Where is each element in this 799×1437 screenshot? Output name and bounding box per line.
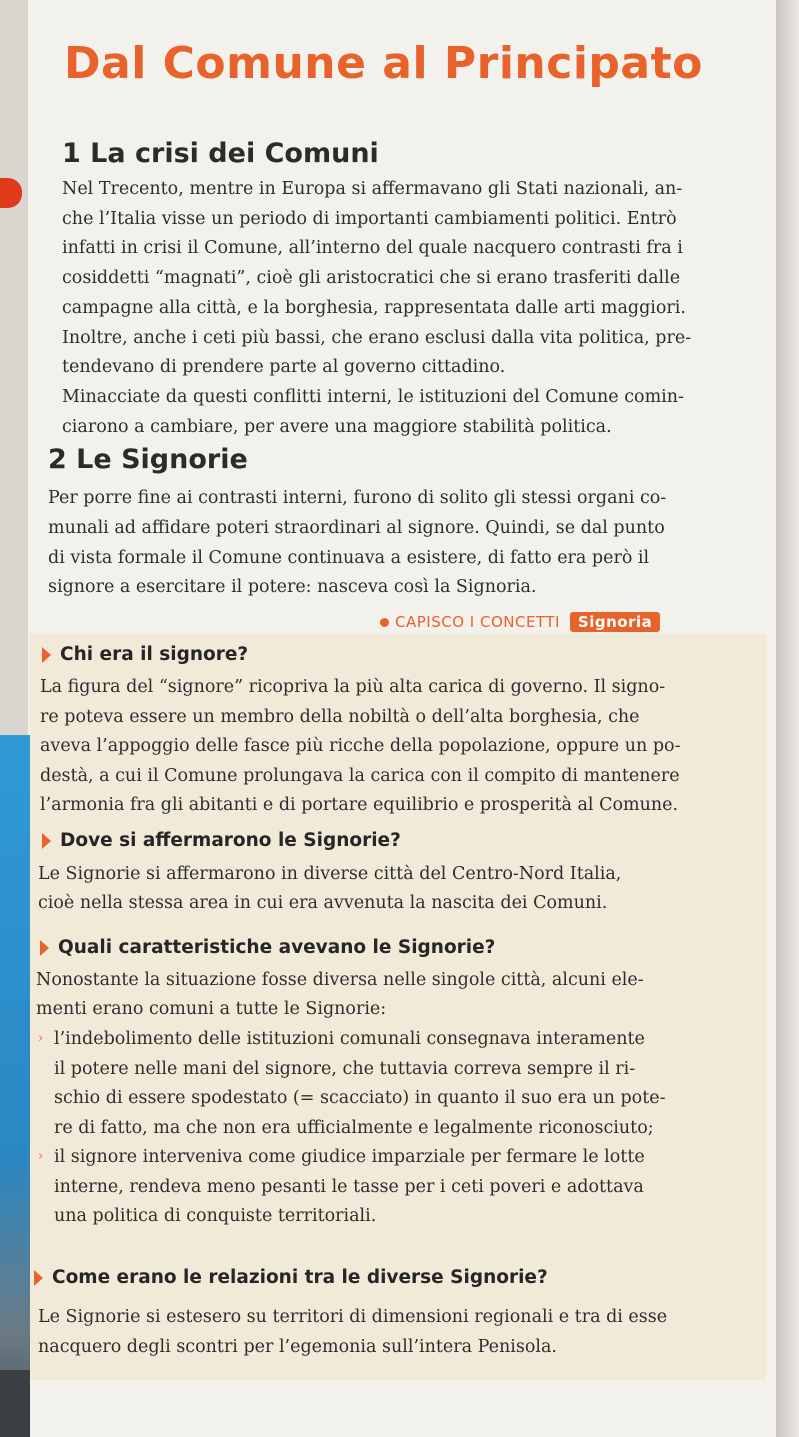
left-image-strip-bottom [0, 1370, 30, 1437]
page-edge [776, 0, 799, 1437]
section-marker-tab [0, 178, 22, 208]
answer-1-line: l’armonia fra gli abitanti e di portare equilibrio e prosperità al Comune. [40, 795, 679, 815]
concepts-tag: Signoria [570, 612, 660, 632]
answer-1-line: re poteva essere un membro della nobiltà o dell’alta borghesia, che [40, 707, 640, 727]
answer-1-line: aveva l’appoggio delle fasce più ricche della popolazione, oppure un po- [40, 736, 681, 756]
answer-3-line: Nonostante la situazione fosse diversa nelle singole città, alcuni ele- [36, 970, 644, 990]
question-2 [42, 830, 401, 851]
answer-3-line: il signore interveniva come giudice imparziale per fermare le lotte [54, 1147, 645, 1167]
answer-3-line: il potere nelle mani del signore, che tuttavia correva sempre il ri- [54, 1059, 636, 1079]
section-2-line: signore a esercitare il potere: nasceva così la Signoria. [48, 577, 537, 597]
answer-3-line: una politica di conquiste territoriali. [54, 1206, 377, 1226]
answer-1-line: destà, a cui il Comune prolungava la carica con il compito di mantenere [40, 766, 680, 786]
answer-4-line: Le Signorie si estesero su territori di dimensioni regionali e tra di esse [38, 1307, 668, 1327]
question-2-text: Dove si affermarono le Signorie? [60, 830, 401, 851]
triangle-marker-icon [34, 1270, 43, 1286]
answer-2-line: cioè nella stessa area in cui era avvenuta la nascita dei Comuni. [38, 893, 608, 913]
answer-3-line: menti erano comuni a tutte le Signorie: [36, 999, 387, 1019]
section-1-line: infatti in crisi il Comune, all’interno del quale nacquero contrasti fra i [62, 238, 683, 258]
question-4-text: Come erano le relazioni tra le diverse Signorie? [52, 1267, 548, 1288]
triangle-marker-icon [42, 833, 51, 849]
section-1-line: cosiddetti “magnati”, cioè gli aristocratici che si erano trasferiti dalle [62, 268, 681, 288]
page-title: Dal Comune al Principato [64, 38, 703, 89]
concepts-banner [380, 610, 660, 634]
section-2-line: di vista formale il Comune continuava a esistere, di fatto era però il [48, 548, 650, 568]
triangle-marker-icon [42, 647, 51, 663]
left-image-strip [0, 735, 30, 1437]
question-4 [34, 1267, 548, 1288]
section-1-line: che l’Italia visse un periodo di importanti cambiamenti politici. Entrò [62, 209, 677, 229]
section-2-line: munali ad affidare poteri straordinari al signore. Quindi, se dal punto [48, 518, 665, 538]
bullet-arrow-icon: › [38, 1149, 44, 1164]
answer-3-line: re di fatto, ma che non era ufficialmente e legalmente riconosciuto; [54, 1118, 654, 1138]
answer-3-line: schio di essere spodestato (= scacciato) in quanto il suo era un pote- [54, 1088, 666, 1108]
section-2-line: Per porre fine ai contrasti interni, furono di solito gli stessi organi co- [48, 488, 667, 508]
question-1-text: Chi era il signore? [60, 644, 249, 665]
answer-3-line: interne, rendeva meno pesanti le tasse per i ceti poveri e adottava [54, 1177, 644, 1197]
section-2-heading: 2 Le Signorie [48, 444, 248, 475]
section-1-line: Minacciate da questi conflitti interni, le istituzioni del Comune comin- [62, 387, 684, 407]
section-1-line: campagne alla città, e la borghesia, rappresentata dalle arti maggiori. [62, 298, 686, 318]
bullet-dot-icon [380, 618, 389, 627]
section-1-line: Inoltre, anche i ceti più bassi, che erano esclusi dalla vita politica, pre- [62, 328, 692, 348]
question-3 [40, 937, 495, 958]
bullet-arrow-icon: › [38, 1031, 44, 1046]
section-1-heading: 1 La crisi dei Comuni [62, 138, 379, 169]
answer-3-line: l’indebolimento delle istituzioni comunali consegnava interamente [54, 1029, 645, 1049]
answer-1-line: La figura del “signore” ricopriva la più alta carica di governo. Il signo- [40, 677, 666, 697]
triangle-marker-icon [40, 940, 49, 956]
section-1-line: tendevano di prendere parte al governo cittadino. [62, 357, 506, 377]
section-1-line: Nel Trecento, mentre in Europa si affermavano gli Stati nazionali, an- [62, 179, 683, 199]
answer-2-line: Le Signorie si affermarono in diverse città del Centro-Nord Italia, [38, 864, 622, 884]
concepts-label: CAPISCO I CONCETTI [395, 613, 560, 631]
section-1-line: ciarono a cambiare, per avere una maggiore stabilità politica. [62, 417, 612, 437]
question-1 [42, 644, 248, 665]
question-3-text: Quali caratteristiche avevano le Signorie? [58, 937, 496, 958]
answer-4-line: nacquero degli scontri per l’egemonia sull’intera Penisola. [38, 1337, 557, 1357]
